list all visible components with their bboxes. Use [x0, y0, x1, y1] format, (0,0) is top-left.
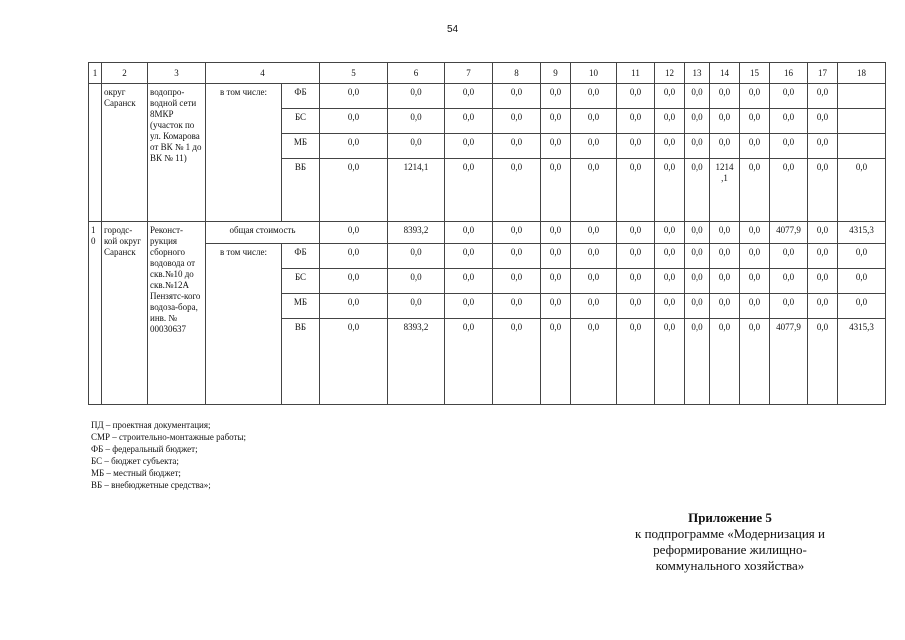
note-line: ПД – проектная документация;: [91, 420, 211, 430]
funding-source-cell: ВБ: [282, 159, 320, 222]
value-cell: 0,0: [655, 222, 685, 244]
value-cell: 0,0: [710, 134, 740, 159]
value-cell: 0,0: [770, 294, 808, 319]
value-cell: 0,0: [740, 84, 770, 109]
in-that-number-label: в том числе:: [206, 244, 282, 405]
value-cell: 4077,9: [770, 319, 808, 405]
value-cell: 0,0: [571, 319, 617, 405]
value-cell: 0,0: [493, 294, 541, 319]
value-cell: 0,0: [655, 319, 685, 405]
value-cell: 0,0: [541, 134, 571, 159]
header-row: [89, 63, 886, 84]
value-cell: 0,0: [617, 84, 655, 109]
value-cell: 0,0: [493, 159, 541, 222]
value-cell: 0,0: [740, 244, 770, 269]
value-cell: 0,0: [541, 294, 571, 319]
value-cell: 0,0: [445, 244, 493, 269]
value-cell: 0,0: [655, 294, 685, 319]
value-cell: 0,0: [808, 109, 838, 134]
value-cell: 0,0: [838, 294, 886, 319]
funding-source-cell: БС: [282, 109, 320, 134]
value-cell: 0,0: [388, 134, 445, 159]
value-cell: 0,0: [445, 159, 493, 222]
row-number-cell: 1 0: [89, 222, 102, 405]
value-cell: 0,0: [541, 269, 571, 294]
value-cell: 0,0: [655, 244, 685, 269]
value-cell: 0,0: [740, 319, 770, 405]
value-cell: 0,0: [445, 84, 493, 109]
value-cell: 0,0: [320, 84, 388, 109]
value-cell: 0,0: [710, 269, 740, 294]
value-cell: 0,0: [541, 319, 571, 405]
table-row: [89, 222, 886, 244]
budget-table: [88, 62, 886, 405]
value-cell: 0,0: [493, 109, 541, 134]
funding-source-cell: ФБ: [282, 244, 320, 269]
column-header: 2: [102, 63, 148, 84]
appendix-line: реформирование жилищно-: [653, 542, 807, 557]
funding-source-cell: ВБ: [282, 319, 320, 405]
value-cell: 0,0: [445, 319, 493, 405]
value-cell: 0,0: [808, 269, 838, 294]
value-cell: 0,0: [445, 134, 493, 159]
appendix-title: Приложение 5: [688, 510, 772, 525]
column-header: 15: [740, 63, 770, 84]
column-header: 7: [445, 63, 493, 84]
value-cell: 0,0: [740, 159, 770, 222]
value-cell: 0,0: [320, 294, 388, 319]
value-cell: 4315,3: [838, 222, 886, 244]
value-cell: 0,0: [710, 84, 740, 109]
funding-source-cell: БС: [282, 269, 320, 294]
value-cell: 0,0: [541, 244, 571, 269]
value-cell: 0,0: [770, 134, 808, 159]
value-cell: 0,0: [740, 294, 770, 319]
value-cell: 0,0: [710, 244, 740, 269]
value-cell: 0,0: [685, 244, 710, 269]
abbreviation-notes: [91, 419, 246, 491]
value-cell: 0,0: [655, 134, 685, 159]
value-cell: 0,0: [571, 84, 617, 109]
value-cell: [838, 109, 886, 134]
note-line: МБ – местный бюджет;: [91, 468, 181, 478]
note-line: ФБ – федеральный бюджет;: [91, 444, 198, 454]
value-cell: 0,0: [685, 319, 710, 405]
value-cell: 0,0: [541, 109, 571, 134]
note-line: СМР – строительно-монтажные работы;: [91, 432, 247, 442]
total-cost-label: общая стоимость: [206, 222, 320, 244]
value-cell: 0,0: [571, 294, 617, 319]
value-cell: 0,0: [617, 244, 655, 269]
value-cell: 0,0: [320, 269, 388, 294]
value-cell: 1214,1: [388, 159, 445, 222]
value-cell: 0,0: [740, 269, 770, 294]
value-cell: 0,0: [388, 109, 445, 134]
value-cell: 0,0: [770, 84, 808, 109]
value-cell: 0,0: [571, 244, 617, 269]
value-cell: 0,0: [655, 269, 685, 294]
value-cell: 1214 ,1: [710, 159, 740, 222]
value-cell: 0,0: [770, 159, 808, 222]
value-cell: 0,0: [320, 319, 388, 405]
column-header: 10: [571, 63, 617, 84]
value-cell: 0,0: [571, 109, 617, 134]
value-cell: 0,0: [617, 222, 655, 244]
value-cell: 0,0: [685, 294, 710, 319]
value-cell: 0,0: [493, 84, 541, 109]
value-cell: 0,0: [838, 244, 886, 269]
column-header: 6: [388, 63, 445, 84]
value-cell: 0,0: [838, 159, 886, 222]
value-cell: 0,0: [493, 269, 541, 294]
value-cell: 0,0: [808, 134, 838, 159]
value-cell: 0,0: [571, 159, 617, 222]
funding-source-cell: ФБ: [282, 84, 320, 109]
value-cell: 0,0: [541, 222, 571, 244]
value-cell: 0,0: [710, 294, 740, 319]
appendix-block: [560, 510, 900, 574]
value-cell: 0,0: [685, 269, 710, 294]
value-cell: 0,0: [685, 222, 710, 244]
in-that-number-label: в том числе:: [206, 84, 282, 222]
row-number-cell: [89, 84, 102, 222]
column-header: 8: [493, 63, 541, 84]
value-cell: 0,0: [571, 134, 617, 159]
appendix-line: к подпрограмме «Модернизация и: [635, 526, 825, 541]
value-cell: 0,0: [320, 222, 388, 244]
value-cell: 0,0: [808, 244, 838, 269]
funding-source-cell: МБ: [282, 134, 320, 159]
value-cell: 0,0: [493, 319, 541, 405]
column-header: 12: [655, 63, 685, 84]
appendix-line: коммунального хозяйства»: [655, 558, 805, 573]
value-cell: 8393,2: [388, 222, 445, 244]
value-cell: 0,0: [685, 134, 710, 159]
note-line: БС – бюджет субъекта;: [91, 456, 179, 466]
value-cell: 0,0: [740, 134, 770, 159]
value-cell: 0,0: [320, 109, 388, 134]
value-cell: 0,0: [770, 269, 808, 294]
value-cell: 0,0: [740, 222, 770, 244]
value-cell: 0,0: [740, 109, 770, 134]
value-cell: 0,0: [655, 109, 685, 134]
value-cell: 0,0: [655, 84, 685, 109]
value-cell: 0,0: [541, 159, 571, 222]
column-header: 4: [206, 63, 320, 84]
value-cell: 0,0: [617, 269, 655, 294]
value-cell: 0,0: [388, 84, 445, 109]
value-cell: 0,0: [685, 84, 710, 109]
municipality-cell: городс-кой округ Саранск: [102, 222, 148, 405]
value-cell: 0,0: [493, 244, 541, 269]
value-cell: 0,0: [445, 222, 493, 244]
value-cell: 0,0: [617, 109, 655, 134]
value-cell: 0,0: [808, 319, 838, 405]
value-cell: 0,0: [571, 269, 617, 294]
value-cell: [838, 134, 886, 159]
value-cell: 0,0: [617, 319, 655, 405]
value-cell: 0,0: [388, 294, 445, 319]
value-cell: 0,0: [808, 294, 838, 319]
value-cell: 0,0: [685, 109, 710, 134]
value-cell: 0,0: [388, 269, 445, 294]
value-cell: 0,0: [320, 159, 388, 222]
value-cell: 4315,3: [838, 319, 886, 405]
value-cell: 0,0: [617, 294, 655, 319]
value-cell: 0,0: [655, 159, 685, 222]
column-header: 17: [808, 63, 838, 84]
value-cell: 0,0: [320, 134, 388, 159]
value-cell: [838, 84, 886, 109]
column-header: 5: [320, 63, 388, 84]
column-header: 11: [617, 63, 655, 84]
column-header: 18: [838, 63, 886, 84]
value-cell: 0,0: [838, 269, 886, 294]
funding-source-cell: МБ: [282, 294, 320, 319]
value-cell: 0,0: [770, 109, 808, 134]
value-cell: 0,0: [541, 84, 571, 109]
value-cell: 0,0: [571, 222, 617, 244]
column-header: 13: [685, 63, 710, 84]
column-header: 9: [541, 63, 571, 84]
value-cell: 0,0: [808, 222, 838, 244]
object-name-cell: Реконст-рукция сборного водовода от скв.№10 до скв.№12А Пензятс-кого водоза-бора, инв. № 00030637: [148, 222, 206, 405]
municipality-cell: округ Саранск: [102, 84, 148, 222]
value-cell: 0,0: [445, 294, 493, 319]
value-cell: 0,0: [445, 109, 493, 134]
value-cell: 0,0: [808, 84, 838, 109]
page-number: 54: [446, 24, 459, 35]
column-header: 14: [710, 63, 740, 84]
value-cell: 0,0: [710, 222, 740, 244]
value-cell: 0,0: [388, 244, 445, 269]
value-cell: 0,0: [770, 244, 808, 269]
value-cell: 0,0: [710, 109, 740, 134]
value-cell: 0,0: [493, 222, 541, 244]
value-cell: 0,0: [685, 159, 710, 222]
column-header: 3: [148, 63, 206, 84]
note-line: ВБ – внебюджетные средства»;: [91, 480, 211, 490]
value-cell: 0,0: [710, 319, 740, 405]
value-cell: 0,0: [320, 244, 388, 269]
column-header: 1: [89, 63, 102, 84]
value-cell: 0,0: [445, 269, 493, 294]
value-cell: 0,0: [617, 134, 655, 159]
table-row: [89, 84, 886, 109]
column-header: 16: [770, 63, 808, 84]
object-name-cell: водопро-водной сети 8МКР (участок по ул. Комарова от ВК № 1 до ВК № 11): [148, 84, 206, 222]
value-cell: 8393,2: [388, 319, 445, 405]
value-cell: 4077,9: [770, 222, 808, 244]
value-cell: 0,0: [493, 134, 541, 159]
table-row: [89, 244, 886, 269]
value-cell: 0,0: [617, 159, 655, 222]
value-cell: 0,0: [808, 159, 838, 222]
